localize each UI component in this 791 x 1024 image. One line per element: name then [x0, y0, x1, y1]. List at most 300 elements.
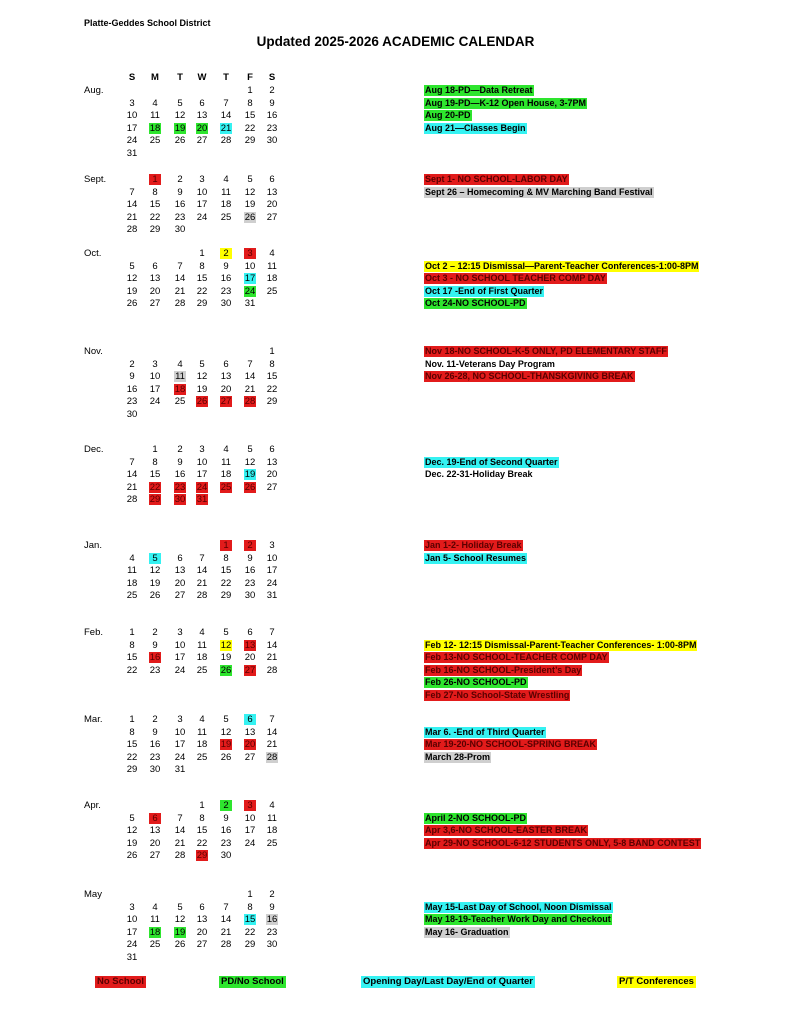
- calendar-day[interactable]: 27: [149, 850, 161, 862]
- calendar-day[interactable]: 26: [126, 298, 138, 310]
- calendar-day[interactable]: 2: [152, 627, 158, 638]
- calendar-day[interactable]: 2: [244, 540, 256, 551]
- calendar-day[interactable]: 7: [129, 186, 135, 198]
- calendar-day[interactable]: 12: [220, 726, 232, 738]
- calendar-day[interactable]: 15: [126, 739, 138, 751]
- calendar-day[interactable]: 20: [149, 285, 161, 297]
- calendar-day[interactable]: 14: [196, 565, 208, 577]
- calendar-day[interactable]: 20: [220, 383, 232, 395]
- calendar-day[interactable]: 11: [150, 914, 160, 926]
- calendar-day[interactable]: 28: [196, 590, 208, 602]
- calendar-day[interactable]: 27: [244, 751, 256, 763]
- calendar-day[interactable]: 21: [220, 926, 232, 938]
- calendar-day[interactable]: 21: [174, 285, 186, 297]
- calendar-day[interactable]: 29: [196, 850, 208, 862]
- calendar-day[interactable]: 31: [196, 494, 208, 506]
- calendar-day[interactable]: 5: [129, 260, 135, 272]
- calendar-day[interactable]: 18: [126, 577, 138, 589]
- calendar-day[interactable]: 5: [247, 174, 253, 185]
- calendar-day[interactable]: 3: [177, 714, 183, 725]
- calendar-day[interactable]: 29: [149, 224, 161, 236]
- calendar-day[interactable]: 4: [269, 248, 275, 259]
- calendar-day[interactable]: 11: [197, 726, 207, 738]
- calendar-day[interactable]: 25: [266, 837, 278, 849]
- calendar-day[interactable]: 3: [199, 444, 205, 455]
- calendar-day[interactable]: 12: [126, 825, 138, 837]
- calendar-day[interactable]: 28: [126, 494, 138, 506]
- calendar-day[interactable]: 25: [196, 751, 208, 763]
- calendar-day[interactable]: 22: [149, 211, 161, 223]
- calendar-day[interactable]: 11: [150, 110, 160, 122]
- calendar-day[interactable]: 4: [199, 714, 205, 725]
- calendar-day[interactable]: 13: [220, 371, 232, 383]
- calendar-day[interactable]: 27: [220, 396, 232, 408]
- calendar-day[interactable]: 2: [220, 800, 232, 811]
- calendar-day[interactable]: 17: [196, 469, 208, 481]
- calendar-day[interactable]: 26: [126, 850, 138, 862]
- calendar-day[interactable]: 29: [266, 396, 278, 408]
- calendar-day[interactable]: 5: [149, 553, 161, 564]
- calendar-day[interactable]: 29: [196, 298, 208, 310]
- calendar-day[interactable]: 16: [149, 739, 161, 751]
- calendar-day[interactable]: 7: [269, 627, 275, 638]
- calendar-day[interactable]: 11: [221, 186, 231, 198]
- calendar-day[interactable]: 15: [220, 565, 232, 577]
- calendar-day[interactable]: 7: [199, 552, 205, 564]
- calendar-day[interactable]: 25: [196, 664, 208, 676]
- calendar-day[interactable]: 30: [266, 135, 278, 147]
- calendar-day[interactable]: 6: [199, 901, 205, 913]
- calendar-day[interactable]: 20: [244, 739, 256, 751]
- calendar-day[interactable]: 27: [174, 590, 186, 602]
- calendar-day[interactable]: 16: [244, 565, 256, 577]
- calendar-day[interactable]: 10: [196, 456, 208, 468]
- calendar-day[interactable]: 22: [244, 122, 256, 134]
- calendar-day[interactable]: 14: [220, 914, 232, 926]
- calendar-day[interactable]: 29: [244, 135, 256, 147]
- calendar-day[interactable]: 9: [269, 97, 275, 109]
- calendar-day[interactable]: 1: [129, 627, 135, 638]
- calendar-day[interactable]: 30: [149, 764, 161, 776]
- calendar-day[interactable]: 31: [126, 148, 138, 159]
- calendar-day[interactable]: 13: [149, 825, 161, 837]
- calendar-day[interactable]: 16: [126, 383, 138, 395]
- calendar-day[interactable]: 6: [177, 552, 183, 564]
- calendar-day[interactable]: 15: [149, 469, 161, 481]
- calendar-day[interactable]: 2: [269, 85, 275, 96]
- calendar-day[interactable]: 6: [244, 714, 256, 725]
- calendar-day[interactable]: 4: [199, 627, 205, 638]
- calendar-day[interactable]: 17: [196, 199, 208, 211]
- calendar-day[interactable]: 3: [199, 174, 205, 185]
- calendar-day[interactable]: 8: [152, 456, 158, 468]
- calendar-day[interactable]: 19: [126, 837, 138, 849]
- calendar-day[interactable]: 24: [126, 939, 138, 951]
- calendar-day[interactable]: 15: [266, 371, 278, 383]
- calendar-day[interactable]: 19: [196, 383, 208, 395]
- calendar-day[interactable]: 10: [126, 914, 138, 926]
- calendar-day[interactable]: 15: [126, 652, 138, 664]
- calendar-day[interactable]: 24: [266, 577, 278, 589]
- calendar-day[interactable]: 13: [196, 110, 208, 122]
- calendar-day[interactable]: 1: [129, 714, 135, 725]
- calendar-day[interactable]: 25: [149, 939, 161, 951]
- calendar-day[interactable]: 18: [220, 199, 232, 211]
- calendar-day[interactable]: 28: [266, 751, 278, 763]
- calendar-day[interactable]: 2: [269, 889, 275, 900]
- calendar-day[interactable]: 1: [152, 444, 158, 455]
- calendar-day[interactable]: 10: [149, 371, 161, 383]
- calendar-day[interactable]: 14: [174, 825, 186, 837]
- calendar-day[interactable]: 23: [266, 122, 278, 134]
- calendar-day[interactable]: 18: [196, 652, 208, 664]
- calendar-day[interactable]: 7: [269, 714, 275, 725]
- calendar-day[interactable]: 16: [266, 914, 278, 926]
- calendar-day[interactable]: 26: [220, 664, 232, 676]
- calendar-day[interactable]: 20: [244, 652, 256, 664]
- calendar-day[interactable]: 21: [196, 577, 208, 589]
- calendar-day[interactable]: 26: [244, 481, 256, 493]
- calendar-day[interactable]: 20: [149, 837, 161, 849]
- calendar-day[interactable]: 30: [174, 224, 186, 236]
- calendar-day[interactable]: 26: [196, 396, 208, 408]
- calendar-day[interactable]: 16: [174, 469, 186, 481]
- calendar-day[interactable]: 16: [149, 652, 161, 664]
- calendar-day[interactable]: 10: [266, 552, 278, 564]
- calendar-day[interactable]: 17: [244, 825, 256, 837]
- calendar-day[interactable]: 29: [126, 764, 138, 776]
- calendar-day[interactable]: 29: [220, 590, 232, 602]
- calendar-day[interactable]: 28: [174, 298, 186, 310]
- calendar-day[interactable]: 3: [152, 358, 158, 370]
- calendar-day[interactable]: 8: [199, 260, 205, 272]
- calendar-day[interactable]: 23: [220, 837, 232, 849]
- calendar-day[interactable]: 28: [174, 850, 186, 862]
- calendar-day[interactable]: 15: [244, 110, 256, 122]
- calendar-day[interactable]: 27: [196, 939, 208, 951]
- calendar-day[interactable]: 23: [126, 396, 138, 408]
- calendar-day[interactable]: 28: [220, 939, 232, 951]
- calendar-day[interactable]: 25: [126, 590, 138, 602]
- calendar-day[interactable]: 30: [126, 409, 138, 420]
- calendar-day[interactable]: 7: [177, 260, 183, 272]
- calendar-day[interactable]: 27: [266, 211, 278, 223]
- calendar-day[interactable]: 21: [220, 122, 232, 134]
- calendar-day[interactable]: 8: [129, 726, 135, 738]
- calendar-day[interactable]: 13: [244, 726, 256, 738]
- calendar-day[interactable]: 4: [223, 444, 229, 455]
- calendar-day[interactable]: 21: [126, 211, 138, 223]
- calendar-day[interactable]: 10: [174, 639, 186, 651]
- calendar-day[interactable]: 16: [266, 110, 278, 122]
- calendar-day[interactable]: 19: [220, 739, 232, 751]
- calendar-day[interactable]: 24: [174, 751, 186, 763]
- calendar-day[interactable]: 25: [149, 135, 161, 147]
- calendar-day[interactable]: 28: [220, 135, 232, 147]
- calendar-day[interactable]: 8: [247, 97, 253, 109]
- calendar-day[interactable]: 28: [244, 396, 256, 408]
- calendar-day[interactable]: 8: [199, 812, 205, 824]
- calendar-day[interactable]: 9: [152, 639, 158, 651]
- calendar-day[interactable]: 30: [220, 298, 232, 310]
- calendar-day[interactable]: 18: [196, 739, 208, 751]
- calendar-day[interactable]: 4: [152, 97, 158, 109]
- calendar-day[interactable]: 9: [223, 812, 229, 824]
- calendar-day[interactable]: 26: [220, 751, 232, 763]
- calendar-day[interactable]: 5: [129, 812, 135, 824]
- calendar-day[interactable]: 5: [223, 714, 229, 725]
- calendar-day[interactable]: 4: [152, 901, 158, 913]
- calendar-day[interactable]: 11: [197, 639, 207, 651]
- calendar-day[interactable]: 31: [126, 952, 138, 963]
- calendar-day[interactable]: 23: [244, 577, 256, 589]
- calendar-day[interactable]: 16: [220, 273, 232, 285]
- calendar-day[interactable]: 21: [174, 837, 186, 849]
- calendar-day[interactable]: 3: [244, 800, 256, 811]
- calendar-day[interactable]: 19: [174, 122, 186, 134]
- calendar-day[interactable]: 30: [220, 850, 232, 862]
- calendar-day[interactable]: 15: [244, 914, 256, 926]
- calendar-day[interactable]: 6: [199, 97, 205, 109]
- calendar-day[interactable]: 23: [266, 926, 278, 938]
- calendar-day[interactable]: 25: [220, 481, 232, 493]
- calendar-day[interactable]: 2: [129, 358, 135, 370]
- calendar-day[interactable]: 24: [244, 285, 256, 297]
- calendar-day[interactable]: 16: [174, 199, 186, 211]
- calendar-day[interactable]: 1: [149, 174, 161, 185]
- calendar-day[interactable]: 3: [129, 901, 135, 913]
- calendar-day[interactable]: 18: [149, 122, 161, 134]
- calendar-day[interactable]: 19: [149, 577, 161, 589]
- calendar-day[interactable]: 13: [149, 273, 161, 285]
- calendar-day[interactable]: 22: [196, 837, 208, 849]
- calendar-day[interactable]: 12: [196, 371, 208, 383]
- calendar-day[interactable]: 30: [244, 590, 256, 602]
- calendar-day[interactable]: 23: [149, 664, 161, 676]
- calendar-day[interactable]: 1: [199, 800, 205, 811]
- calendar-day[interactable]: 30: [266, 939, 278, 951]
- calendar-day[interactable]: 7: [223, 97, 229, 109]
- calendar-day[interactable]: 14: [266, 639, 278, 651]
- calendar-day[interactable]: 24: [174, 664, 186, 676]
- calendar-day[interactable]: 10: [196, 186, 208, 198]
- calendar-day[interactable]: 15: [196, 825, 208, 837]
- calendar-day[interactable]: 6: [247, 627, 253, 638]
- calendar-day[interactable]: 3: [129, 97, 135, 109]
- calendar-day[interactable]: 19: [244, 199, 256, 211]
- calendar-day[interactable]: 17: [126, 122, 138, 134]
- calendar-day[interactable]: 9: [247, 552, 253, 564]
- calendar-day[interactable]: 8: [269, 358, 275, 370]
- calendar-day[interactable]: 29: [149, 494, 161, 506]
- calendar-day[interactable]: 4: [129, 552, 135, 564]
- calendar-day[interactable]: 23: [220, 285, 232, 297]
- calendar-day[interactable]: 6: [223, 358, 229, 370]
- calendar-day[interactable]: 21: [244, 383, 256, 395]
- calendar-day[interactable]: 10: [126, 110, 138, 122]
- calendar-day[interactable]: 18: [220, 469, 232, 481]
- calendar-day[interactable]: 21: [126, 481, 138, 493]
- calendar-day[interactable]: 24: [126, 135, 138, 147]
- calendar-day[interactable]: 1: [220, 540, 232, 551]
- calendar-day[interactable]: 14: [244, 371, 256, 383]
- calendar-day[interactable]: 9: [269, 901, 275, 913]
- calendar-day[interactable]: 7: [247, 358, 253, 370]
- calendar-day[interactable]: 18: [266, 273, 278, 285]
- calendar-day[interactable]: 26: [174, 135, 186, 147]
- calendar-day[interactable]: 7: [177, 812, 183, 824]
- calendar-day[interactable]: 12: [149, 565, 161, 577]
- calendar-day[interactable]: 21: [266, 739, 278, 751]
- calendar-day[interactable]: 3: [177, 627, 183, 638]
- calendar-day[interactable]: 29: [244, 939, 256, 951]
- calendar-day[interactable]: 10: [244, 812, 256, 824]
- calendar-day[interactable]: 1: [247, 889, 253, 900]
- calendar-day[interactable]: 20: [174, 577, 186, 589]
- calendar-day[interactable]: 26: [174, 939, 186, 951]
- calendar-day[interactable]: 9: [177, 186, 183, 198]
- calendar-day[interactable]: 13: [266, 456, 278, 468]
- calendar-day[interactable]: 24: [196, 481, 208, 493]
- calendar-day[interactable]: 22: [220, 577, 232, 589]
- calendar-day[interactable]: 20: [266, 469, 278, 481]
- calendar-day[interactable]: 2: [220, 248, 232, 259]
- calendar-day[interactable]: 14: [126, 469, 138, 481]
- calendar-day[interactable]: 2: [152, 714, 158, 725]
- calendar-day[interactable]: 8: [223, 552, 229, 564]
- calendar-day[interactable]: 11: [221, 456, 231, 468]
- calendar-day[interactable]: 23: [174, 211, 186, 223]
- calendar-day[interactable]: 18: [266, 825, 278, 837]
- calendar-day[interactable]: 11: [267, 260, 277, 272]
- calendar-day[interactable]: 4: [223, 174, 229, 185]
- calendar-day[interactable]: 8: [152, 186, 158, 198]
- calendar-day[interactable]: 13: [266, 186, 278, 198]
- calendar-day[interactable]: 8: [129, 639, 135, 651]
- calendar-day[interactable]: 4: [177, 358, 183, 370]
- calendar-day[interactable]: 27: [196, 135, 208, 147]
- calendar-day[interactable]: 8: [247, 901, 253, 913]
- calendar-day[interactable]: 2: [177, 444, 183, 455]
- calendar-day[interactable]: 17: [266, 565, 278, 577]
- calendar-day[interactable]: 5: [247, 444, 253, 455]
- calendar-day[interactable]: 3: [269, 540, 275, 551]
- calendar-day[interactable]: 5: [223, 627, 229, 638]
- calendar-day[interactable]: 2: [177, 174, 183, 185]
- calendar-day[interactable]: 7: [129, 456, 135, 468]
- calendar-day[interactable]: 17: [149, 383, 161, 395]
- calendar-day[interactable]: 20: [196, 122, 208, 134]
- calendar-day[interactable]: 3: [244, 248, 256, 259]
- calendar-day[interactable]: 22: [196, 285, 208, 297]
- calendar-day[interactable]: 10: [174, 726, 186, 738]
- calendar-day[interactable]: 19: [174, 926, 186, 938]
- calendar-day[interactable]: 11: [127, 565, 137, 577]
- calendar-day[interactable]: 17: [126, 926, 138, 938]
- calendar-day[interactable]: 26: [149, 590, 161, 602]
- calendar-day[interactable]: 25: [266, 285, 278, 297]
- calendar-day[interactable]: 6: [269, 174, 275, 185]
- calendar-day[interactable]: 12: [220, 639, 232, 651]
- calendar-day[interactable]: 9: [177, 456, 183, 468]
- calendar-day[interactable]: 1: [199, 248, 205, 259]
- calendar-day[interactable]: 4: [269, 800, 275, 811]
- calendar-day[interactable]: 15: [149, 199, 161, 211]
- calendar-day[interactable]: 20: [266, 199, 278, 211]
- calendar-day[interactable]: 19: [220, 652, 232, 664]
- calendar-day[interactable]: 28: [126, 224, 138, 236]
- calendar-day[interactable]: 14: [220, 110, 232, 122]
- calendar-day[interactable]: 16: [220, 825, 232, 837]
- calendar-day[interactable]: 6: [269, 444, 275, 455]
- calendar-day[interactable]: 14: [126, 199, 138, 211]
- calendar-day[interactable]: 6: [149, 813, 161, 824]
- calendar-day[interactable]: 25: [174, 396, 186, 408]
- calendar-day[interactable]: 26: [244, 211, 256, 223]
- calendar-day[interactable]: 31: [266, 590, 278, 602]
- calendar-day[interactable]: 27: [244, 664, 256, 676]
- calendar-day[interactable]: 5: [199, 358, 205, 370]
- calendar-day[interactable]: 17: [174, 739, 186, 751]
- calendar-day[interactable]: 18: [174, 383, 186, 395]
- calendar-day[interactable]: 9: [223, 260, 229, 272]
- calendar-day[interactable]: 12: [174, 914, 186, 926]
- calendar-day[interactable]: 31: [244, 298, 256, 310]
- calendar-day[interactable]: 24: [196, 211, 208, 223]
- calendar-day[interactable]: 23: [149, 751, 161, 763]
- calendar-day[interactable]: 7: [223, 901, 229, 913]
- calendar-day[interactable]: 24: [244, 837, 256, 849]
- calendar-day[interactable]: 27: [149, 298, 161, 310]
- calendar-day[interactable]: 6: [152, 260, 158, 272]
- calendar-day[interactable]: 19: [244, 469, 256, 481]
- calendar-day[interactable]: 28: [266, 664, 278, 676]
- calendar-day[interactable]: 22: [244, 926, 256, 938]
- calendar-day[interactable]: 25: [220, 211, 232, 223]
- calendar-day[interactable]: 15: [196, 273, 208, 285]
- calendar-day[interactable]: 22: [126, 751, 138, 763]
- calendar-day[interactable]: 1: [269, 346, 275, 357]
- calendar-day[interactable]: 13: [196, 914, 208, 926]
- calendar-day[interactable]: 22: [266, 383, 278, 395]
- calendar-day[interactable]: 9: [129, 371, 135, 383]
- calendar-day[interactable]: 22: [149, 481, 161, 493]
- calendar-day[interactable]: 12: [126, 273, 138, 285]
- calendar-day[interactable]: 13: [174, 565, 186, 577]
- calendar-day[interactable]: 5: [177, 901, 183, 913]
- calendar-day[interactable]: 5: [177, 97, 183, 109]
- calendar-day[interactable]: 18: [149, 926, 161, 938]
- calendar-day[interactable]: 27: [266, 481, 278, 493]
- calendar-day[interactable]: 20: [196, 926, 208, 938]
- calendar-day[interactable]: 10: [244, 260, 256, 272]
- calendar-day[interactable]: 12: [244, 456, 256, 468]
- calendar-day[interactable]: 14: [266, 726, 278, 738]
- calendar-day[interactable]: 9: [152, 726, 158, 738]
- calendar-day[interactable]: 14: [174, 273, 186, 285]
- calendar-day[interactable]: 19: [126, 285, 138, 297]
- calendar-day[interactable]: 23: [174, 481, 186, 493]
- calendar-day[interactable]: 31: [174, 764, 186, 776]
- calendar-day[interactable]: 12: [174, 110, 186, 122]
- calendar-day[interactable]: 11: [175, 371, 185, 383]
- calendar-day[interactable]: 21: [266, 652, 278, 664]
- calendar-day[interactable]: 13: [244, 639, 256, 651]
- calendar-day[interactable]: 17: [174, 652, 186, 664]
- calendar-day[interactable]: 17: [244, 273, 256, 285]
- calendar-day[interactable]: 30: [174, 494, 186, 506]
- calendar-day[interactable]: 24: [149, 396, 161, 408]
